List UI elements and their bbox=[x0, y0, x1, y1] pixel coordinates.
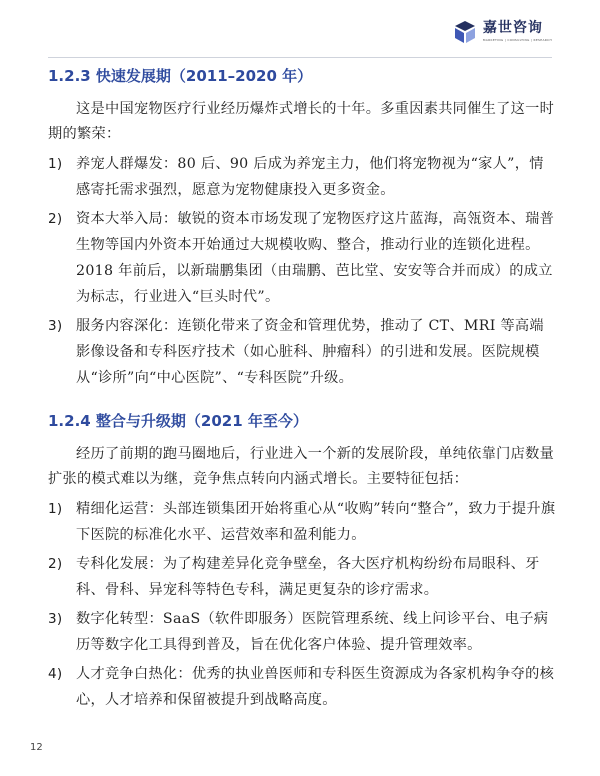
list-item bbox=[48, 496, 558, 548]
section-heading: 1.2.4 整合与升级期（2021 年至今） bbox=[48, 412, 308, 430]
list-item-text: 人才竞争白热化：优秀的执业兽医师和专科医生资源成为各家机构争夺的核心，人才培养和保留被提升到战略高度。 bbox=[76, 666, 555, 708]
list-item bbox=[48, 206, 558, 310]
section-intro: 经历了前期的跑马圈地后，行业进入一个新的发展阶段，单纯依靠门店数量扩张的模式难以为继，竞争焦点转向内涵式增长。主要特征包括： bbox=[48, 446, 555, 487]
list-item-text: 养宠人群爆发：80 后、90 后成为养宠主力，他们将宠物视为“家人”，情感寄托需求强烈，愿意为宠物健康投入更多资金。 bbox=[76, 156, 544, 198]
logo-chinese-name: 嘉世咨询 bbox=[482, 20, 543, 36]
list-item bbox=[48, 551, 558, 603]
list-item-number: 1) bbox=[48, 156, 63, 172]
page-number: 12 bbox=[30, 742, 43, 753]
page-header bbox=[0, 0, 600, 58]
logo-tagline: MARKETING | CONSULTING | RESEARCH bbox=[482, 38, 552, 42]
company-logo bbox=[453, 20, 552, 44]
section-intro: 这是中国宠物医疗行业经历爆炸式增长的十年。多重因素共同催生了这一时期的繁荣： bbox=[48, 101, 555, 142]
list-item-text: 专科化发展：为了构建差异化竞争壁垒，各大医疗机构纷纷布局眼科、牙科、骨科、异宠科等特色专科，满足更复杂的诊疗需求。 bbox=[76, 556, 540, 598]
list-item-number: 2) bbox=[48, 556, 63, 572]
list-item bbox=[48, 606, 558, 658]
list-item-text: 数字化转型：SaaS（软件即服务）医院管理系统、线上问诊平台、电子病历等数字化工具得到普及，旨在优化客户体验、提升管理效率。 bbox=[76, 611, 549, 653]
list-item-text: 精细化运营：头部连锁集团开始将重心从“收购”转向“整合”，致力于提升旗下医院的标准化水平、运营效率和盈利能力。 bbox=[76, 501, 556, 543]
section-heading: 1.2.3 快速发展期（2011–2020 年） bbox=[48, 67, 313, 85]
list-item-text: 资本大举入局：敏锐的资本市场发现了宠物医疗这片蓝海，高瓴资本、瑞普生物等国内外资本开始通过大规模收购、整合，推动行业的连锁化进程。2018 年前后，以新瑞鹏集团（由瑞鹏、芭比堂、安安等合并而成）的成立为标志，行业进入“巨头时代”。 bbox=[76, 211, 555, 305]
list-item-number: 3) bbox=[48, 318, 63, 334]
header-divider bbox=[48, 57, 552, 58]
list-item bbox=[48, 661, 558, 713]
list-item-number: 4) bbox=[48, 666, 63, 682]
list-item bbox=[48, 151, 558, 203]
list-item bbox=[48, 313, 558, 391]
list-item-number: 1) bbox=[48, 501, 63, 517]
document-body bbox=[48, 64, 558, 713]
logo-mark-icon bbox=[453, 20, 477, 44]
list-item-text: 服务内容深化：连锁化带来了资金和管理优势，推动了 CT、MRI 等高端影像设备和专科医疗技术（如心脏科、肿瘤科）的引进和发展。医院规模从“诊所”向“中心医院”、“专科医院”升级。 bbox=[76, 318, 544, 386]
list-item-number: 2) bbox=[48, 211, 63, 227]
list-item-number: 3) bbox=[48, 611, 63, 627]
